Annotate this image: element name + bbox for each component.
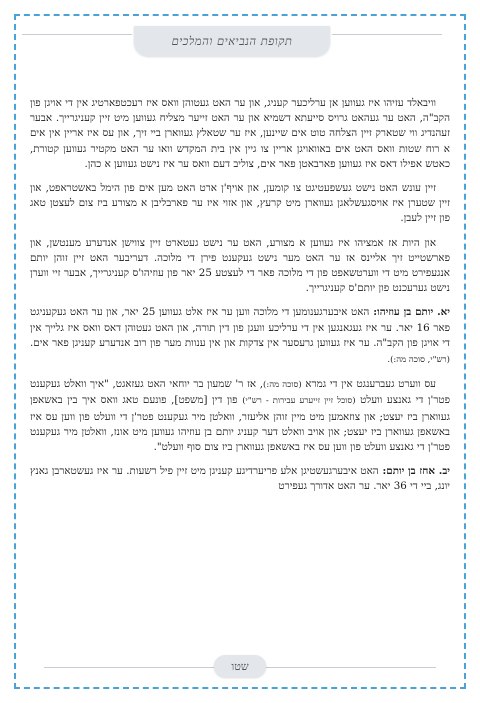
paragraph-text-run: פון דין [משפט], פונעם טאג וואס איך בין באשאפן געווארן ביז יעצט; און צוזאמען מיט מיין זוהן אליעזר, וואלטן מיר געקענט פטר'ן די וועלט פון ווען עס איז באשאפן געווארן ביז יעצט; און אויב וואלט דער קעניג יותם בן עוזיהו געווען מיט אונז, וואלטן מיר געקענט פטר'ן די גאנצע וועלט פון ווען עס איז באשאפן געווארן ביז צום סוף וועלט". <box>30 394 450 454</box>
paragraph-text-run: וויבאלד עזיהו איז געווען אן ערליכער קעניג, און ער האט געטוהן וואס איז רעכטפארטיג אין די אויגן פון הקב"ה, האט ער געהאט גרויס סייעתא דשמיא און ער האט זייער מצליח געווען מיט זיין קעניגרייך. אבער זעהנדיג ווי שטארק זיין הצלחה טוט אים שיינען, איז ער שטאלץ געווארן ביי זיך, און עס איז אריין אין אים א רוח שטות וואס האט אים באוואויגן אריין צו גיין אין בית המקדש וואו ער האט מקטיר געווען קטורת, כאטש אפילו דאס איז געווען פארבאטן פאר אים, צוליב דעם וואס ער איז נישט געווען א כהן. <box>30 97 450 170</box>
paragraph-text-run: (סוכל זיין זייערע עבירות - רש"י) <box>242 396 356 407</box>
paragraph-text-run: , אז ר' שמעון בר יוחאי האט געזאגט, "איך וואלט געקענט פטר'ן די גאנצע וועלט <box>30 378 450 407</box>
paragraph-text-run: האט איבערגענומען די מלוכה ווען ער איז אלט געווען 25 יאר, און ער האט געקעניגט פאר 16 יאר. ער איז געגאנגען אין די ערליכע וועגן פון דין תורה, און האט געטוהן דאס וואס איז גלייך אין די אויגן פון הקב"ה. ער איז געווען גרעסער אין צדקות און אין ענוות מער פון רוב אנדערע קעניגן פאר אים. <box>30 306 451 349</box>
paragraph-text-run: זיין עונש האט נישט געשפעטיגט צו קומען, און אויף'ן ארט האט מען אים פון הימל באשטראפט, און זיין שטערן איז אויסגעשלאגן געווארן מיט קרעץ, און אזוי איז ער פארבליבן א מצורע ביז צום לעצטן טאג פון זיין לעבן. <box>30 182 450 225</box>
paragraph-text-run: (רש"י, סוכה מה:). <box>387 355 450 366</box>
paragraph-text-run: עס ווערט געברענגט אין די גמרא <box>301 378 437 391</box>
paragraph-p6 <box>30 464 450 494</box>
paragraph-p1 <box>30 96 450 172</box>
paragraph-text-run: יב. אחז בן יותם: <box>378 465 450 478</box>
running-header-title: תקופת הנביאים והמלכים <box>171 34 293 48</box>
paragraph-text-run: יא. יותם בן עוזיהו: <box>369 306 450 319</box>
page-number: שטו <box>231 659 249 673</box>
page-frame <box>14 14 466 689</box>
paragraph-text-run: און היות אז אמציהו איז געווען א מצורע, האט ער נישט געטארט זיין צווישן אנדערע מענטשן, און פארשטייט זיך אליינס אז ער האט מער נישט געקענט פירן די מלוכה. דעריבער האט זיין זוהן יותם אנגעפירט מיט די ווערטשאפט פון די מלוכה פאר די לעצטע 25 יאר פון עוזיהו'ס קעניגרייך, אבער זיי ווערן נישט גערעכנט פון יותם'ס קעניגרייך. <box>30 236 450 295</box>
paragraph-p4 <box>30 305 450 368</box>
page-number-badge <box>214 655 266 677</box>
header-banner <box>134 26 330 56</box>
paragraph-p2 <box>30 181 450 227</box>
paragraph-p5 <box>30 377 450 455</box>
page-footer <box>16 655 464 681</box>
body-text <box>30 96 450 504</box>
paragraph-p3 <box>30 236 450 297</box>
paragraph-text-run: האט איבערגעשטיגן אלע פריערדיגע קעניגן מיט זיין פיל רשעות. ער איז געשטארבן גאנץ יונג, ביי די 36 יאר. ער האט אדורך געפירט <box>30 465 450 493</box>
paragraph-text-run: (סוכה מה:) <box>263 380 302 391</box>
